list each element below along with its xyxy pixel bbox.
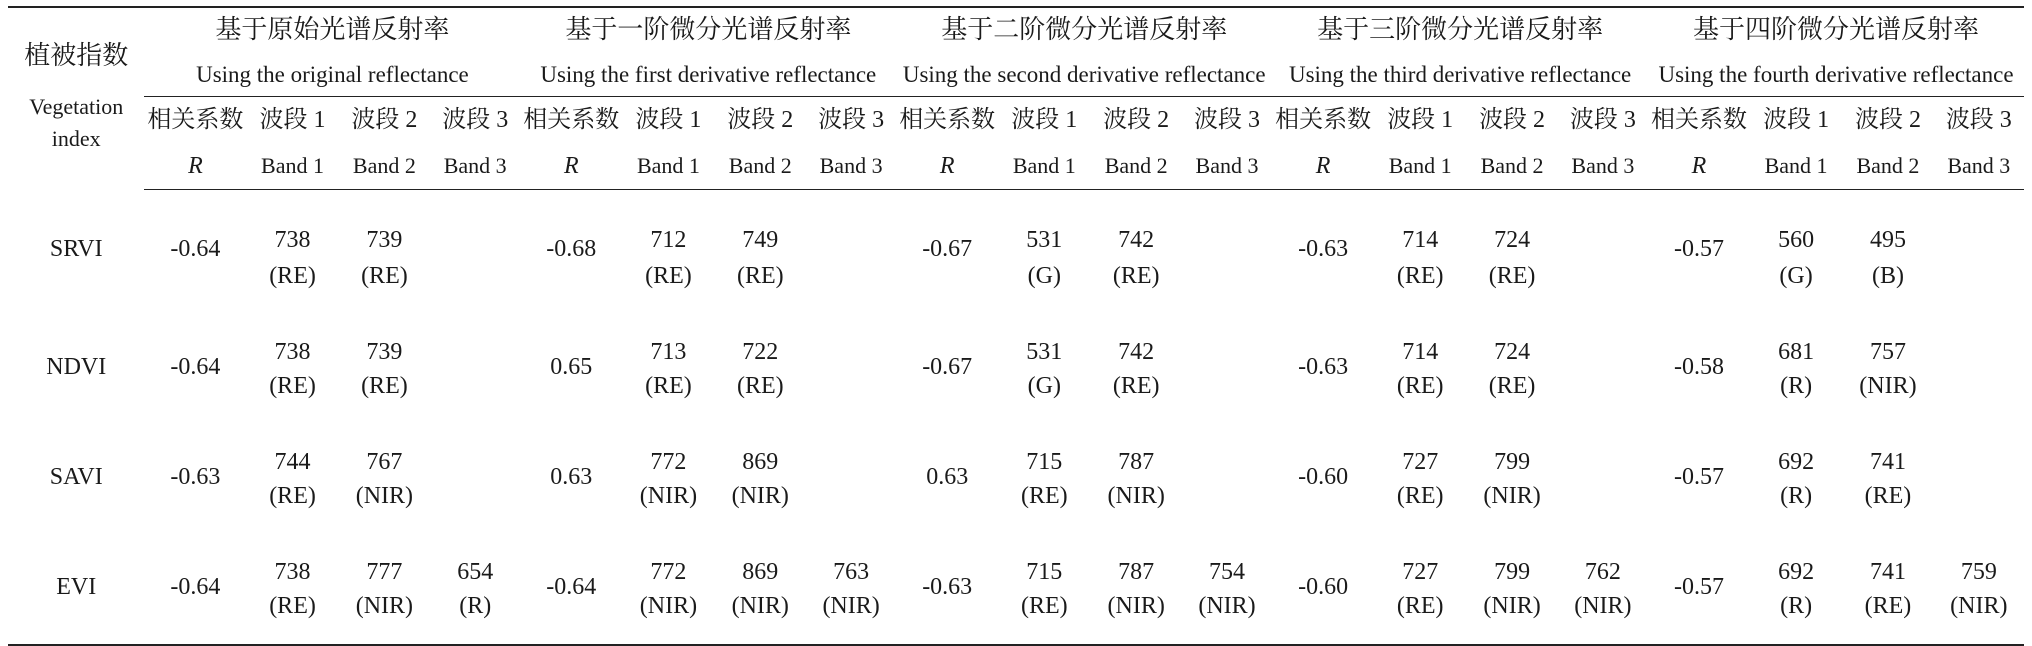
band-region-tag: (RE) xyxy=(1842,588,1933,645)
band-region-tag xyxy=(806,368,896,424)
band-region-tag xyxy=(1934,368,2024,424)
band-wavelength: 681 xyxy=(1778,339,1815,365)
band-header-cn: 波段 2 xyxy=(727,107,794,133)
correlation-value: 0.63 xyxy=(926,464,969,490)
band-wavelength: 739 xyxy=(366,339,403,365)
band-wavelength: 869 xyxy=(742,449,779,475)
band-region-tag xyxy=(430,258,520,314)
band-header-cn: 波段 2 xyxy=(1103,107,1170,133)
band-region-tag: (RE) xyxy=(1488,263,1536,289)
band-region-tag: (RE) xyxy=(645,373,692,399)
band-wavelength: 722 xyxy=(742,339,779,365)
band-wavelength: 777 xyxy=(366,559,403,585)
band-wavelength: 560 xyxy=(1778,227,1815,253)
band-wavelength xyxy=(1934,314,2024,368)
band-wavelength: 762 xyxy=(1584,559,1621,585)
band-region-tag: (G) xyxy=(1027,373,1061,399)
correlation-header-en: R xyxy=(1648,143,1750,190)
band-wavelength: 757 xyxy=(1869,339,1906,365)
band-header-cn: 波段 2 xyxy=(1479,107,1546,133)
band-region-tag xyxy=(430,368,520,424)
correlation-value: -0.57 xyxy=(1673,464,1724,490)
band-wavelength: 749 xyxy=(742,227,779,253)
vegetation-index-name: NDVI xyxy=(46,354,107,380)
band-header-en: Band 2 xyxy=(1842,143,1933,190)
band-wavelength: 772 xyxy=(650,559,687,585)
correlation-value: -0.60 xyxy=(1298,464,1349,490)
band-wavelength: 799 xyxy=(1494,449,1531,475)
band-wavelength: 754 xyxy=(1209,559,1245,585)
band-region-tag: (RE) xyxy=(1396,263,1444,289)
band-header-cn: 波段 3 xyxy=(1569,107,1636,133)
band-header-en: Band 3 xyxy=(806,143,896,190)
correlation-value: -0.64 xyxy=(170,236,221,262)
vi-header-cn: 植被指数 xyxy=(24,40,129,70)
band-region-tag: (RE) xyxy=(998,588,1090,645)
vegetation-index-table xyxy=(8,6,2024,646)
band-header-en: Band 2 xyxy=(339,143,430,190)
band-header-cn: 波段 3 xyxy=(818,107,885,133)
correlation-value: -0.57 xyxy=(1673,236,1724,262)
band-region-tag: (NIR) xyxy=(1483,483,1541,509)
band-wavelength: 738 xyxy=(274,339,311,365)
band-wavelength: 869 xyxy=(742,559,779,585)
band-header-cn: 波段 3 xyxy=(442,107,509,133)
correlation-header-en: R xyxy=(520,143,622,190)
band-wavelength: 741 xyxy=(1869,559,1906,585)
band-header-en: Band 3 xyxy=(1182,143,1272,190)
band-header-cn: 波段 1 xyxy=(1387,107,1454,133)
band-wavelength: 742 xyxy=(1118,227,1155,253)
band-region-tag: (NIR) xyxy=(355,483,414,509)
group-title-cn: 基于二阶微分光谱反射率 xyxy=(896,7,1272,52)
band-wavelength xyxy=(1558,314,1648,368)
table-row xyxy=(8,424,2024,478)
band-wavelength xyxy=(1182,424,1272,478)
band-wavelength: 724 xyxy=(1494,339,1531,365)
correlation-header-en: R xyxy=(1272,143,1374,190)
band-header-en: Band 2 xyxy=(715,143,806,190)
band-wavelength: 738 xyxy=(274,227,311,253)
correlation-value: -0.63 xyxy=(1298,354,1349,380)
band-region-tag: (NIR) xyxy=(715,588,806,645)
band-header-cn: 波段 2 xyxy=(351,107,418,133)
band-region-tag: (R) xyxy=(430,588,520,645)
correlation-value: -0.68 xyxy=(546,236,597,262)
band-header-cn: 波段 1 xyxy=(259,107,326,133)
band-region-tag xyxy=(430,478,520,534)
band-wavelength xyxy=(806,424,896,478)
band-region-tag: (NIR) xyxy=(1182,588,1272,645)
band-region-tag: (RE) xyxy=(246,588,338,645)
band-region-tag: (NIR) xyxy=(1107,483,1165,509)
band-header-cn: 波段 2 xyxy=(1854,107,1921,133)
band-region-tag: (RE) xyxy=(1374,588,1466,645)
band-region-tag xyxy=(1558,368,1648,424)
band-wavelength: 759 xyxy=(1960,559,1997,585)
band-region-tag: (RE) xyxy=(269,483,316,509)
vegetation-index-header xyxy=(8,7,144,190)
band-region-tag: (G) xyxy=(1779,263,1813,289)
vi-header-en-1: Vegetation xyxy=(29,93,124,119)
vi-header-en-2: index xyxy=(51,125,101,151)
correlation-header-cn: 相关系数 xyxy=(523,107,620,133)
band-region-tag: (G) xyxy=(1027,263,1061,289)
band-region-tag: (NIR) xyxy=(731,483,789,509)
band-region-tag: (B) xyxy=(1871,263,1904,289)
band-region-tag: (NIR) xyxy=(1934,588,2024,645)
band-wavelength: 495 xyxy=(1869,227,1906,253)
correlation-value: -0.58 xyxy=(1673,354,1724,380)
band-region-tag: (R) xyxy=(1780,373,1813,399)
band-region-tag: (RE) xyxy=(361,373,408,399)
band-region-tag: (NIR) xyxy=(1091,588,1182,645)
band-region-tag: (NIR) xyxy=(1466,588,1557,645)
band-wavelength: 763 xyxy=(833,559,870,585)
band-header-cn: 波段 1 xyxy=(1763,107,1830,133)
band-wavelength: 713 xyxy=(650,339,687,365)
band-wavelength xyxy=(1934,190,2024,259)
band-region-tag: (NIR) xyxy=(339,588,430,645)
band-region-tag: (RE) xyxy=(1396,373,1444,399)
band-wavelength xyxy=(430,190,520,259)
correlation-value: -0.63 xyxy=(896,534,998,645)
band-wavelength: 742 xyxy=(1118,339,1155,365)
correlation-value: -0.67 xyxy=(922,236,973,262)
band-region-tag xyxy=(806,478,896,534)
band-wavelength xyxy=(806,190,896,259)
band-wavelength: 727 xyxy=(1402,449,1439,475)
band-region-tag xyxy=(1558,258,1648,314)
band-region-tag: (RE) xyxy=(736,263,784,289)
band-header-cn: 波段 3 xyxy=(1945,107,2012,133)
band-wavelength: 531 xyxy=(1026,227,1063,253)
band-header-en: Band 2 xyxy=(1466,143,1557,190)
band-wavelength: 714 xyxy=(1402,339,1439,365)
band-region-tag: (R) xyxy=(1780,483,1813,509)
band-wavelength xyxy=(1182,190,1272,259)
band-header-en: Band 1 xyxy=(1374,143,1466,190)
band-wavelength: 715 xyxy=(1026,559,1063,585)
correlation-value: 0.63 xyxy=(550,464,593,490)
group-title-cn: 基于一阶微分光谱反射率 xyxy=(520,7,896,52)
correlation-value: -0.63 xyxy=(170,464,221,490)
band-region-tag: (NIR) xyxy=(1859,373,1917,399)
band-region-tag: (NIR) xyxy=(639,483,698,509)
band-region-tag: (RE) xyxy=(1020,483,1068,509)
band-wavelength: 712 xyxy=(650,227,687,253)
band-region-tag: (NIR) xyxy=(622,588,714,645)
table-row xyxy=(8,190,2024,259)
group-title-en: Using the third derivative reflectance xyxy=(1272,52,1648,97)
band-region-tag xyxy=(1934,258,2024,314)
band-region-tag: (NIR) xyxy=(806,588,896,645)
band-region-tag: (R) xyxy=(1750,588,1842,645)
group-title-en: Using the second derivative reflectance xyxy=(896,52,1272,97)
correlation-header-en: R xyxy=(896,143,998,190)
table-row xyxy=(8,314,2024,368)
table-row xyxy=(8,534,2024,588)
group-title-en: Using the first derivative reflectance xyxy=(520,52,896,97)
group-title-cn: 基于原始光谱反射率 xyxy=(144,7,520,52)
band-region-tag: (RE) xyxy=(269,263,316,289)
band-wavelength: 741 xyxy=(1869,449,1906,475)
correlation-value: -0.67 xyxy=(922,354,973,380)
band-wavelength: 738 xyxy=(274,559,311,585)
band-wavelength: 727 xyxy=(1402,559,1439,585)
band-wavelength: 799 xyxy=(1494,559,1531,585)
band-wavelength xyxy=(430,424,520,478)
group-title-en: Using the original reflectance xyxy=(144,52,520,97)
vegetation-index-name: SAVI xyxy=(49,464,103,490)
band-header-en: Band 1 xyxy=(1750,143,1842,190)
correlation-header-cn: 相关系数 xyxy=(1275,107,1372,133)
band-wavelength: 724 xyxy=(1494,227,1531,253)
band-header-en: Band 2 xyxy=(1091,143,1182,190)
band-region-tag: (RE) xyxy=(736,373,784,399)
band-region-tag: (RE) xyxy=(1864,483,1912,509)
band-header-en: Band 3 xyxy=(1558,143,1648,190)
band-header-en: Band 1 xyxy=(622,143,714,190)
band-wavelength xyxy=(1182,314,1272,368)
correlation-value: -0.64 xyxy=(520,534,622,645)
band-wavelength: 531 xyxy=(1026,339,1063,365)
band-wavelength: 772 xyxy=(650,449,687,475)
band-wavelength: 692 xyxy=(1778,449,1815,475)
band-wavelength: 787 xyxy=(1118,449,1155,475)
band-wavelength: 767 xyxy=(366,449,403,475)
band-region-tag: (RE) xyxy=(1396,483,1444,509)
band-region-tag: (RE) xyxy=(1488,373,1536,399)
band-wavelength: 654 xyxy=(457,559,494,585)
correlation-header-en: R xyxy=(144,143,246,190)
vegetation-index-name: SRVI xyxy=(49,235,103,262)
band-region-tag: (RE) xyxy=(1112,373,1160,399)
correlation-value: -0.64 xyxy=(170,354,221,380)
correlation-value: -0.57 xyxy=(1648,534,1750,645)
band-wavelength: 744 xyxy=(274,449,311,475)
band-header-cn: 波段 3 xyxy=(1194,107,1260,133)
band-header-en: Band 1 xyxy=(998,143,1090,190)
vegetation-index-name: EVI xyxy=(8,534,144,645)
correlation-value: -0.63 xyxy=(1298,236,1349,262)
band-region-tag xyxy=(1182,478,1272,534)
band-header-en: Band 3 xyxy=(430,143,520,190)
band-wavelength: 787 xyxy=(1118,559,1155,585)
band-wavelength: 692 xyxy=(1778,559,1815,585)
band-wavelength: 714 xyxy=(1402,227,1439,253)
group-title-cn: 基于四阶微分光谱反射率 xyxy=(1648,7,2024,52)
band-header-en: Band 3 xyxy=(1934,143,2024,190)
correlation-value: -0.60 xyxy=(1272,534,1374,645)
correlation-header-cn: 相关系数 xyxy=(147,107,244,133)
band-wavelength: 715 xyxy=(1026,449,1063,475)
group-title-en: Using the fourth derivative reflectance xyxy=(1648,52,2024,97)
band-wavelength: 739 xyxy=(366,227,403,253)
band-wavelength xyxy=(1558,190,1648,259)
group-title-cn: 基于三阶微分光谱反射率 xyxy=(1272,7,1648,52)
band-region-tag xyxy=(1182,258,1272,314)
band-region-tag: (RE) xyxy=(269,373,316,399)
band-region-tag: (RE) xyxy=(361,263,408,289)
band-region-tag xyxy=(1558,478,1648,534)
band-region-tag: (NIR) xyxy=(1558,588,1648,645)
band-wavelength xyxy=(806,314,896,368)
correlation-header-cn: 相关系数 xyxy=(899,107,996,133)
band-header-cn: 波段 1 xyxy=(635,107,702,133)
band-header-en: Band 1 xyxy=(246,143,338,190)
correlation-value: 0.65 xyxy=(550,354,593,380)
band-wavelength xyxy=(430,314,520,368)
band-region-tag xyxy=(806,258,896,314)
correlation-header-cn: 相关系数 xyxy=(1650,107,1747,133)
band-wavelength xyxy=(1558,424,1648,478)
band-header-cn: 波段 1 xyxy=(1011,107,1078,133)
band-region-tag xyxy=(1182,368,1272,424)
band-wavelength xyxy=(1934,424,2024,478)
band-region-tag: (RE) xyxy=(1112,263,1160,289)
band-region-tag xyxy=(1934,478,2024,534)
band-region-tag: (RE) xyxy=(645,263,692,289)
correlation-value: -0.64 xyxy=(144,534,246,645)
